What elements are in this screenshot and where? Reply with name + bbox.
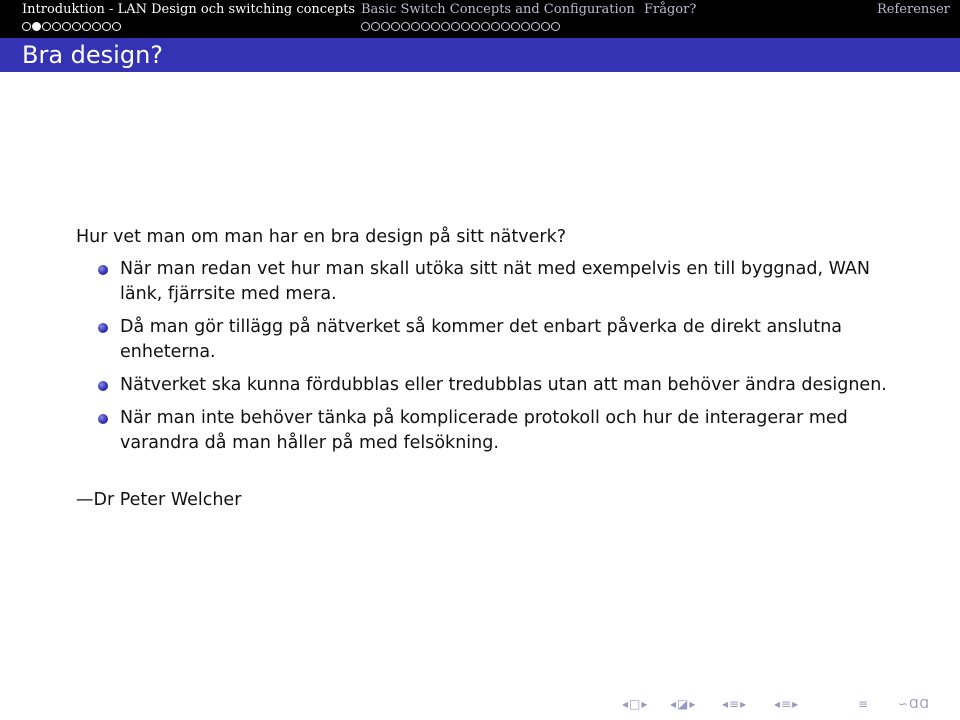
part-nav-glyph-icon[interactable]: ◂ bbox=[774, 697, 781, 711]
frame-dot[interactable] bbox=[82, 22, 91, 31]
frame-dot[interactable] bbox=[411, 22, 420, 31]
part-nav-glyph-icon[interactable]: ▸ bbox=[792, 697, 799, 711]
frame-dot[interactable] bbox=[52, 22, 61, 31]
subsection-nav-glyph-icon[interactable]: ◪ bbox=[677, 697, 689, 711]
intro-question: Hur vet man om man har en bra design på sitt nätverk? bbox=[76, 227, 566, 247]
frame-dot[interactable] bbox=[471, 22, 480, 31]
search-nav-glyph-icon[interactable]: Ɑ bbox=[919, 697, 929, 711]
frame-dot[interactable] bbox=[461, 22, 470, 31]
part-nav-icon[interactable] bbox=[774, 694, 799, 714]
list-item-text: Då man gör tillägg på nätverket så kommer det enbart påverka de direkt anslutna enheterna. bbox=[120, 317, 843, 362]
frame-dot[interactable] bbox=[441, 22, 450, 31]
frame-dot[interactable] bbox=[72, 22, 81, 31]
appendix-nav-glyph-icon[interactable]: ≡ bbox=[858, 697, 869, 711]
section-frame-dots[interactable] bbox=[361, 22, 560, 31]
frame-dot[interactable] bbox=[22, 22, 31, 31]
frame-dot[interactable] bbox=[551, 22, 560, 31]
frame-dot[interactable] bbox=[371, 22, 380, 31]
frame-dot[interactable] bbox=[521, 22, 530, 31]
frame-title-bar bbox=[0, 38, 960, 72]
search-nav-glyph-icon[interactable]: ∽ bbox=[898, 697, 909, 711]
bullet-icon bbox=[98, 414, 108, 424]
section-nav-glyph-icon[interactable]: ≡ bbox=[729, 697, 740, 711]
frame-nav-glyph-icon[interactable]: ▸ bbox=[641, 697, 648, 711]
quote-attribution: —Dr Peter Welcher bbox=[76, 490, 242, 510]
list-item bbox=[96, 406, 916, 456]
frame-dot[interactable] bbox=[501, 22, 510, 31]
frame-dot[interactable] bbox=[92, 22, 101, 31]
frame-dot[interactable] bbox=[531, 22, 540, 31]
frame-dot[interactable] bbox=[102, 22, 111, 31]
list-item-text: När man inte behöver tänka på komplicerade protokoll och hur de interagerar med varandra då man håller på med felsökning. bbox=[120, 408, 848, 453]
headline-navigation-bar bbox=[0, 0, 960, 38]
list-item bbox=[96, 373, 916, 398]
frame-dot[interactable] bbox=[361, 22, 370, 31]
frame-dot[interactable] bbox=[431, 22, 440, 31]
subsection-nav-glyph-icon[interactable]: ◂ bbox=[670, 697, 677, 711]
frame-nav-icon[interactable] bbox=[622, 694, 648, 714]
list-item-text: När man redan vet hur man skall utöka sitt nät med exempelvis en till byggnad, WAN länk, fjärrsite med mera. bbox=[120, 259, 870, 304]
list-item bbox=[96, 257, 916, 307]
frame-dot[interactable] bbox=[381, 22, 390, 31]
search-nav-icon[interactable] bbox=[898, 694, 930, 714]
frame-dot[interactable] bbox=[491, 22, 500, 31]
appendix-nav-icon[interactable] bbox=[858, 694, 869, 714]
frame-dot[interactable] bbox=[401, 22, 410, 31]
frame-title: Bra design? bbox=[22, 41, 164, 69]
section-title[interactable]: Referenser bbox=[877, 2, 950, 17]
bullet-icon bbox=[98, 323, 108, 333]
frame-dot[interactable] bbox=[42, 22, 51, 31]
subsection-nav-icon[interactable] bbox=[670, 694, 696, 714]
frame-dot[interactable] bbox=[481, 22, 490, 31]
frame-dot[interactable] bbox=[421, 22, 430, 31]
section-nav-icon[interactable] bbox=[722, 694, 747, 714]
subsection-nav-glyph-icon[interactable]: ▸ bbox=[689, 697, 696, 711]
section-nav-glyph-icon[interactable]: ▸ bbox=[740, 697, 747, 711]
frame-dot[interactable] bbox=[541, 22, 550, 31]
list-item bbox=[96, 315, 916, 365]
list-item-text: Nätverket ska kunna fördubblas eller tredubblas utan att man behöver ändra designen. bbox=[120, 375, 887, 395]
frame-dot[interactable] bbox=[451, 22, 460, 31]
section-title[interactable]: Frågor? bbox=[644, 2, 697, 17]
search-nav-glyph-icon[interactable]: Ɑ bbox=[909, 697, 919, 711]
frame-dot[interactable] bbox=[391, 22, 400, 31]
bullet-icon bbox=[98, 265, 108, 275]
navigation-symbols bbox=[622, 694, 938, 714]
frame-dot[interactable] bbox=[32, 22, 41, 31]
bullet-icon bbox=[98, 381, 108, 391]
section-frame-dots[interactable] bbox=[22, 22, 121, 31]
frame-dot[interactable] bbox=[511, 22, 520, 31]
section-title[interactable]: Basic Switch Concepts and Configuration bbox=[361, 2, 635, 17]
section-title[interactable]: Introduktion - LAN Design och switching concepts bbox=[22, 2, 355, 17]
frame-dot[interactable] bbox=[62, 22, 71, 31]
section-nav-glyph-icon[interactable]: ◂ bbox=[722, 697, 729, 711]
bullet-list bbox=[96, 257, 916, 464]
frame-dot[interactable] bbox=[112, 22, 121, 31]
frame-nav-glyph-icon[interactable]: ◂ bbox=[622, 697, 629, 711]
frame-nav-glyph-icon[interactable]: □ bbox=[629, 697, 641, 711]
part-nav-glyph-icon[interactable]: ≡ bbox=[781, 697, 792, 711]
